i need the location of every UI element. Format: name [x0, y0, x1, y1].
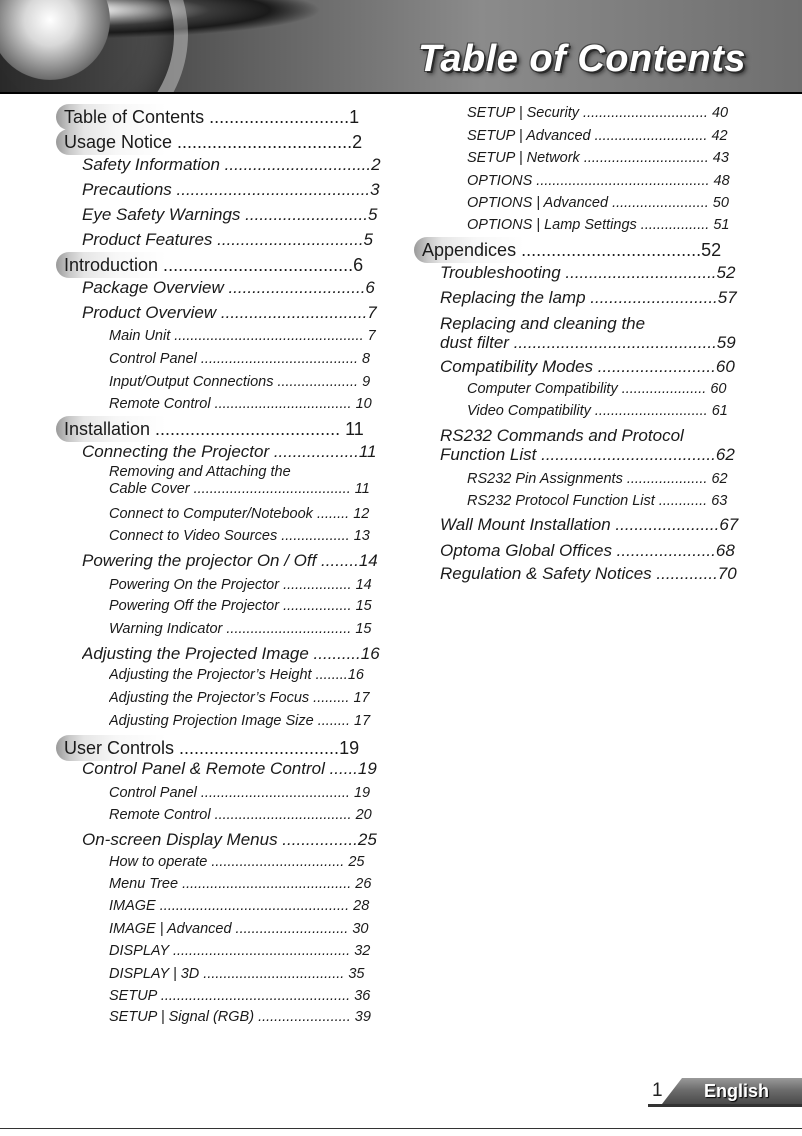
toc-subentry[interactable]: OPTIONS ........................................... 48 — [467, 173, 730, 189]
toc-entry[interactable]: Control Panel & Remote Control ......19 — [82, 759, 377, 778]
toc-entry[interactable]: Precautions .........................................3 — [82, 180, 380, 199]
header-rule — [0, 92, 802, 94]
toc-entry-line: RS232 Commands and Protocol — [440, 426, 684, 445]
page-number: 1 — [652, 1080, 663, 1101]
language-label: English — [704, 1081, 770, 1101]
toc-subentry[interactable]: SETUP | Advanced ............................ 42 — [467, 128, 728, 144]
toc-entry[interactable]: Troubleshooting ................................52 — [440, 263, 736, 282]
toc-subentry[interactable]: IMAGE | Advanced ............................ 30 — [109, 921, 369, 937]
toc-subentry[interactable]: Remote Control .................................. 10 — [109, 396, 372, 412]
toc-entry[interactable]: Powering the projector On / Off ........14 — [82, 551, 378, 570]
toc-entry-line: Cable Cover ....................................... 11 — [109, 481, 370, 497]
toc-section-heading[interactable]: User Controls ................................19 — [56, 735, 388, 761]
toc-subentry[interactable]: Remote Control .................................. 20 — [109, 807, 372, 823]
toc-entry[interactable]: Compatibility Modes .........................60 — [440, 357, 735, 376]
toc-subentry[interactable]: RS232 Pin Assignments .................... 62 — [467, 471, 728, 487]
toc-entry[interactable]: On-screen Display Menus ................25 — [82, 830, 377, 849]
toc-entry[interactable]: Regulation & Safety Notices .............70 — [440, 564, 737, 583]
toc-entry[interactable]: Safety Information ...............................2 — [82, 155, 381, 174]
toc-subentry[interactable]: SETUP ............................................... 36 — [109, 988, 371, 1004]
page-title: Table of Contents — [418, 38, 746, 80]
toc-subentry[interactable]: Control Panel ..................................... 19 — [109, 785, 371, 801]
toc-subentry[interactable]: Main Unit ............................................... 7 — [109, 328, 376, 344]
toc-entry[interactable]: Wall Mount Installation ......................67 — [440, 515, 739, 534]
toc-subentry[interactable]: Adjusting the Projector’s Height ........16 — [109, 667, 364, 683]
toc-subentry[interactable]: SETUP | Network ............................... 43 — [467, 150, 729, 166]
toc-section-heading[interactable]: Introduction ......................................6 — [56, 252, 388, 278]
toc-subentry[interactable]: Video Compatibility ............................ 61 — [467, 403, 728, 419]
header-banner — [0, 0, 802, 92]
toc-subentry[interactable]: IMAGE ............................................... 28 — [109, 898, 370, 914]
toc-entry[interactable]: Optoma Global Offices .....................68 — [440, 541, 735, 560]
toc-section-heading[interactable]: Appendices ....................................52 — [414, 237, 746, 263]
toc-subentry[interactable]: SETUP | Security ............................... 40 — [467, 105, 729, 121]
toc-subentry[interactable]: RS232 Protocol Function List ............ 63 — [467, 493, 728, 509]
toc-entry[interactable]: Connecting the Projector ..................11 — [82, 442, 377, 461]
toc-entry-line: dust filter ...........................................59 — [440, 333, 736, 352]
toc-entry[interactable]: Eye Safety Warnings ..........................5 — [82, 205, 378, 224]
toc-subentry[interactable]: DISPLAY | 3D ................................... 35 — [109, 966, 365, 982]
footer-tab-underline — [648, 1104, 802, 1107]
toc-entry[interactable]: Package Overview .............................6 — [82, 278, 375, 297]
toc-subentry[interactable]: Warning Indicator ............................... 15 — [109, 621, 372, 637]
footer-rule — [0, 1128, 802, 1129]
toc-subentry[interactable]: Computer Compatibility ..................... 60 — [467, 381, 727, 397]
toc-entry[interactable]: Adjusting the Projected Image ..........16 — [82, 644, 380, 663]
toc-subentry[interactable]: Menu Tree .......................................... 26 — [109, 876, 372, 892]
toc-subentry[interactable]: Control Panel ....................................... 8 — [109, 351, 371, 367]
toc-subentry[interactable]: DISPLAY ............................................ 32 — [109, 943, 371, 959]
toc-subentry[interactable]: Connect to Computer/Notebook ........ 12 — [109, 506, 370, 522]
toc-entry[interactable]: Replacing the lamp ...........................57 — [440, 288, 737, 307]
toc-subentry[interactable]: Connect to Video Sources ................. 13 — [109, 528, 370, 544]
toc-entry[interactable]: Product Features ...............................5 — [82, 230, 373, 249]
toc-subentry[interactable]: Powering Off the Projector ................. 15 — [109, 598, 372, 614]
toc-section-heading[interactable]: Table of Contents ............................1 — [56, 104, 388, 130]
toc-subentry[interactable]: Powering On the Projector ................. 14 — [109, 577, 372, 593]
toc-subentry[interactable] — [109, 464, 388, 498]
toc-subentry[interactable]: How to operate ................................. 25 — [109, 854, 365, 870]
toc-subentry[interactable]: Adjusting Projection Image Size ........ 17 — [109, 713, 371, 729]
toc-section-heading[interactable]: Usage Notice ...................................2 — [56, 129, 388, 155]
toc-entry-line: Replacing and cleaning the — [440, 314, 646, 333]
toc-entry-line: Function List .....................................62 — [440, 445, 735, 464]
toc-entry-line: Removing and Attaching the — [109, 464, 291, 480]
toc-subentry[interactable]: OPTIONS | Lamp Settings ................. 51 — [467, 217, 730, 233]
toc-subentry[interactable]: SETUP | Signal (RGB) ....................... 39 — [109, 1009, 371, 1025]
toc-subentry[interactable]: OPTIONS | Advanced ........................ 50 — [467, 195, 729, 211]
toc-section-heading[interactable]: Installation ..................................... 11 — [56, 416, 388, 442]
toc-entry[interactable]: Product Overview ...............................7 — [82, 303, 377, 322]
toc-subentry[interactable]: Adjusting the Projector’s Focus ......... 17 — [109, 690, 370, 706]
toc-subentry[interactable]: Input/Output Connections .................... 9 — [109, 374, 371, 390]
toc-entry[interactable] — [440, 314, 746, 352]
toc-entry[interactable] — [440, 426, 746, 464]
